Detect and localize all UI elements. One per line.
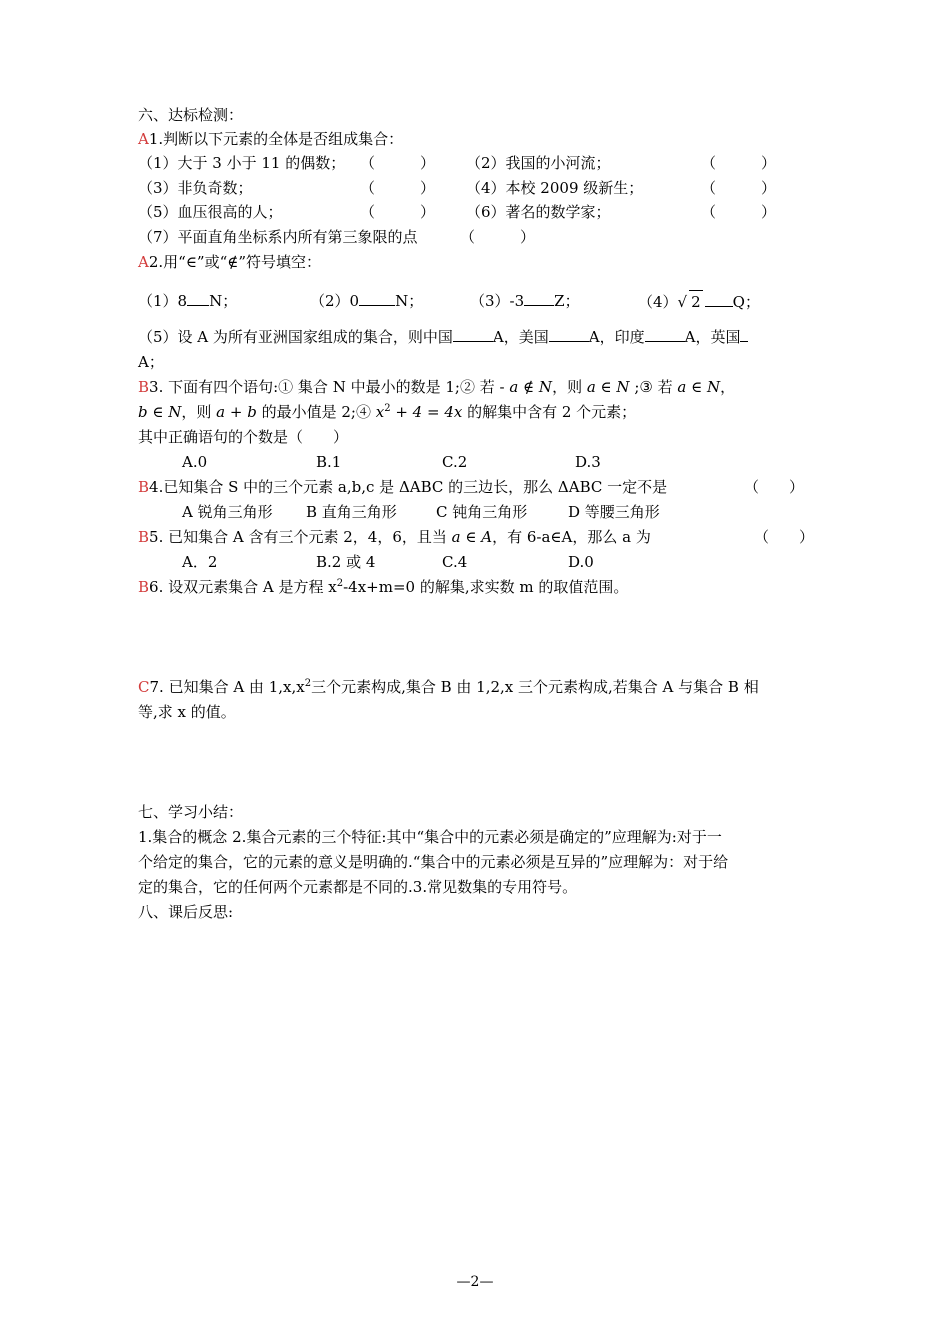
a2-item-2: （2）0 N； <box>310 292 424 310</box>
a1-item-3: （3）非负奇数； <box>138 179 253 197</box>
b4-options <box>138 501 838 523</box>
question-a1-text: 1.判断以下元素的全体是否组成集合： <box>148 130 404 148</box>
a1-row-2 <box>138 177 838 199</box>
b4-option-a: A 锐角三角形 <box>182 503 273 521</box>
a2-row-1 <box>138 290 838 312</box>
b5-option-d: D.0 <box>568 553 594 571</box>
a1-paren-1: （ ） <box>360 154 436 172</box>
a1-row-4 <box>138 226 838 248</box>
question-b3-prompt: 其中正确语句的个数是（ ） <box>138 428 349 446</box>
difficulty-label-a1: A <box>138 130 149 148</box>
b4-option-d: D 等腰三角形 <box>568 503 660 521</box>
difficulty-label-a2: A <box>138 253 149 271</box>
question-b6: B6. 设双元素集合 A 是方程 $x^2-4x+m=0$ 的解集,求实数 m 的取值范围。 <box>138 578 629 596</box>
b4-paren: （ ） <box>744 478 805 496</box>
b5-paren: （ ） <box>754 528 815 546</box>
summary-line-2: 个给定的集合，它的元素的意义是明确的.“集合中的元素必须是互异的”应理解为：对于给 <box>138 853 729 871</box>
a1-item-6: （6）著名的数学家； <box>466 203 611 221</box>
a2-item-3: （3）-3 Z； <box>470 292 580 310</box>
summary-line-1: 1.集合的概念 2.集合元素的三个特征:其中“集合中的元素必须是确定的”应理解为:对于一 <box>138 828 722 846</box>
a1-item-7: （7）平面直角坐标系内所有第三象限的点 <box>138 228 418 246</box>
a1-row-3 <box>138 201 838 223</box>
question-b3-line-1: B3. 下面有四个语句:① 集合 N 中最小的数是 1;② 若 - a ∉ N，则 a ∈ N ;③ 若 a ∈ N， <box>138 378 736 396</box>
b5-option-c: C.4 <box>442 553 468 571</box>
difficulty-label-b3: B <box>138 378 150 396</box>
a2-item-5-line-1: （5）设 A 为所有亚洲国家组成的集合，则中国 A，美国 A，印度 A，英国 <box>138 326 748 348</box>
difficulty-label-b6: B <box>138 578 150 596</box>
a1-item-2: （2）我国的小河流； <box>466 154 611 172</box>
section-6-heading: 六、达标检测： <box>138 106 244 124</box>
b4-option-c: C 钝角三角形 <box>436 503 528 521</box>
a2-item-1: （1）8 N； <box>138 292 238 310</box>
b4-option-b: B 直角三角形 <box>306 503 397 521</box>
b3-option-a: A.0 <box>182 453 208 471</box>
question-b3-line-2: b ∈ N，则 a + b 的最小值是 2;④ $x^2 + 4 = 4x$ 的解集中含有 2 个元素； <box>138 403 637 421</box>
a1-row-1 <box>138 152 838 174</box>
difficulty-label-c7: C <box>138 678 150 696</box>
a1-item-1: （1）大于 3 小于 11 的偶数； <box>138 154 346 172</box>
question-a1 <box>138 128 403 150</box>
b3-options <box>138 451 838 473</box>
b3-option-c: C.2 <box>442 453 468 471</box>
b5-options <box>138 551 838 573</box>
a1-paren-5: （ ） <box>360 203 436 221</box>
a1-paren-4: （ ） <box>701 179 777 197</box>
a2-item-4: （4）√ 2 Q； <box>638 290 760 313</box>
question-c7-line-2: 等,求 x 的值。 <box>138 703 236 721</box>
section-8-heading: 八、课后反思: <box>138 903 234 921</box>
a2-item-5-line-2: A； <box>138 353 164 371</box>
summary-line-3: 定的集合，它的任何两个元素都是不同的.3.常见数集的专用符号。 <box>138 878 578 896</box>
a1-paren-6: （ ） <box>701 203 777 221</box>
page-number: —2— <box>456 1274 494 1290</box>
b5-option-b: B.2 或 4 <box>316 553 376 571</box>
a1-paren-2: （ ） <box>701 154 777 172</box>
question-a2-text: 2.用“∈”或“∉”符号填空： <box>148 253 322 271</box>
difficulty-label-b4: B <box>138 478 150 496</box>
a1-paren-7: （ ） <box>460 228 536 246</box>
question-b4: B4.已知集合 S 中的三个元素 a,b,c 是 ΔABC 的三边长，那么 ΔABC 一定不是 （ ） <box>138 478 805 496</box>
a1-paren-3: （ ） <box>360 179 436 197</box>
a1-item-4: （4）本校 2009 级新生； <box>466 179 644 197</box>
b5-option-a: A．2 <box>182 553 218 571</box>
question-b5: B5. 已知集合 A 含有三个元素 2，4，6，且当 a ∈ A，有 6-a∈A，那么 a 为 （ ） <box>138 528 815 546</box>
section-7-heading: 七、学习小结： <box>138 803 244 821</box>
a1-item-5: （5）血压很高的人； <box>138 203 283 221</box>
question-a2 <box>138 251 321 273</box>
b3-option-d: D.3 <box>575 453 601 471</box>
difficulty-label-b5: B <box>138 528 150 546</box>
b3-option-b: B.1 <box>316 453 342 471</box>
sqrt-symbol: √ 2 <box>678 290 703 313</box>
question-c7-line-1: C7. 已知集合 A 由 $1,x,x^2$三个元素构成,集合 B 由 1,2,x 三个元素构成,若集合 A 与集合 B 相 <box>138 678 759 696</box>
